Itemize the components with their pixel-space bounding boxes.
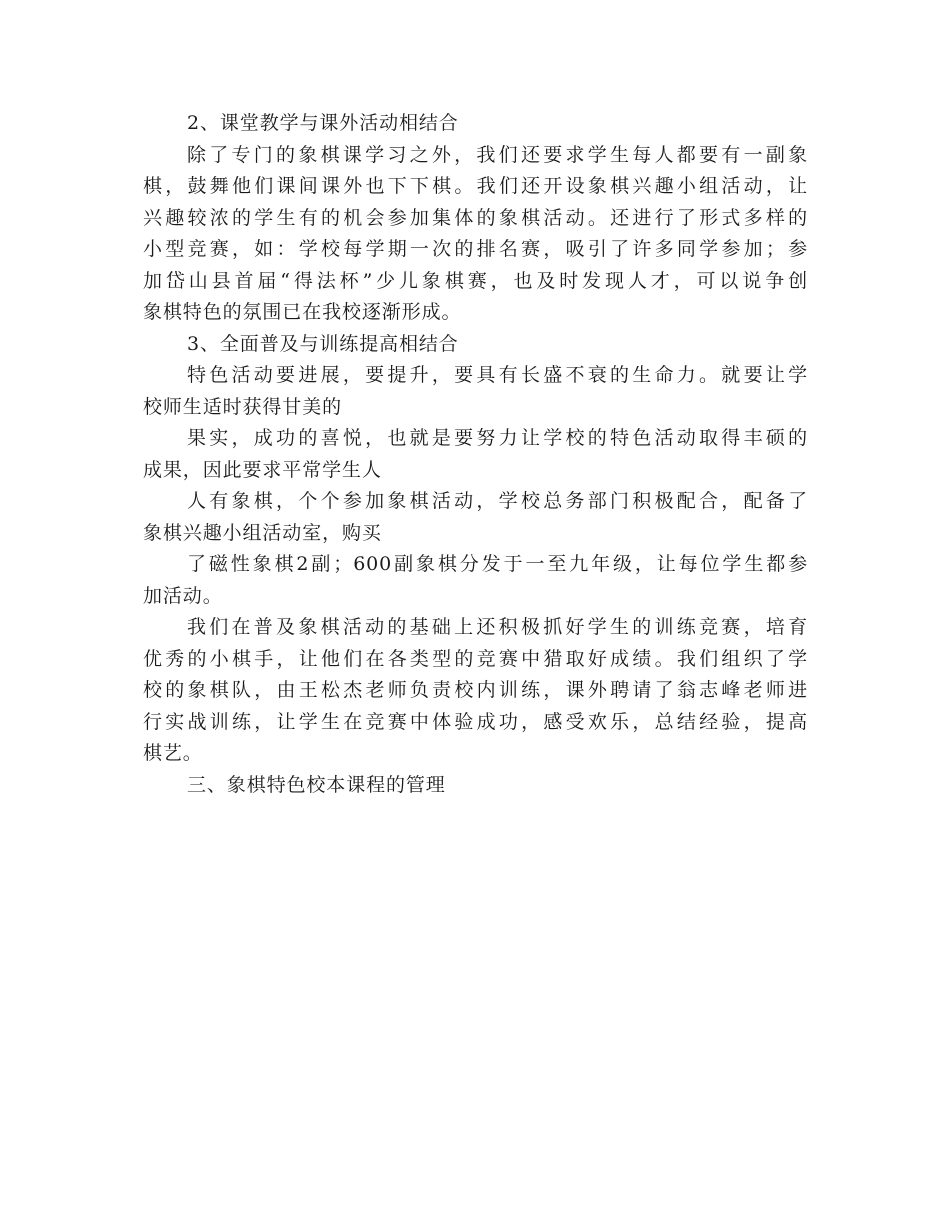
paragraph-line: 小型竞赛，如：学校每学期一次的排名赛，吸引了许多同学参加；参 xyxy=(143,238,808,260)
paragraph-line: 行实战训练，让学生在竞赛中体验成功，感受欢乐，总结经验，提高 xyxy=(143,710,808,733)
paragraph-line: 棋，鼓舞他们课间课外也下下棋。我们还开设象棋兴趣小组活动，让 xyxy=(143,175,808,197)
paragraph-line: 优秀的小棋手，让他们在各类型的竞赛中猎取好成绩。我们组织了学 xyxy=(143,647,808,670)
paragraph-line: 象棋特色的氛围已在我校逐渐形成。 xyxy=(143,301,462,323)
paragraph-line: 除了专门的象棋课学习之外，我们还要求学生每人都要有一副象 xyxy=(187,143,808,166)
paragraph-line: 校的象棋队，由王松杰老师负责校内训练，课外聘请了翁志峰老师进 xyxy=(143,679,808,701)
section-heading: 3、全面普及与训练提高相结合 xyxy=(187,332,459,355)
paragraph-line: 棋艺。 xyxy=(143,742,203,764)
paragraph-line: 人有象棋，个个参加象棋活动，学校总务部门积极配合，配备了 xyxy=(187,490,808,512)
paragraph-line: 校师生适时获得甘美的 xyxy=(143,395,343,418)
paragraph-line: 成果，因此要求平常学生人 xyxy=(143,458,382,481)
paragraph-line: 了磁性象棋2副；600副象棋分发于一至九年级，让每位学生都参 xyxy=(187,553,808,575)
document-body xyxy=(143,108,808,801)
section-heading: 三、象棋特色校本课程的管理 xyxy=(187,773,446,796)
section-heading: 2、课堂教学与课外活动相结合 xyxy=(187,112,459,134)
paragraph-line: 特色活动要进展，要提升，要具有长盛不衰的生命力。就要让学 xyxy=(187,364,808,386)
paragraph-line: 加岱山县首届“得法杯”少儿象棋赛，也及时发现人才，可以说争创 xyxy=(143,269,808,292)
paragraph-line: 我们在普及象棋活动的基础上还积极抓好学生的训练竞赛，培育 xyxy=(187,616,808,638)
paragraph-line: 加活动。 xyxy=(143,584,223,607)
paragraph-line: 象棋兴趣小组活动室，购买 xyxy=(143,521,382,544)
paragraph-line: 果实，成功的喜悦，也就是要努力让学校的特色活动取得丰硕的 xyxy=(187,427,808,449)
paragraph-line: 兴趣较浓的学生有的机会参加集体的象棋活动。还进行了形式多样的 xyxy=(143,206,808,229)
